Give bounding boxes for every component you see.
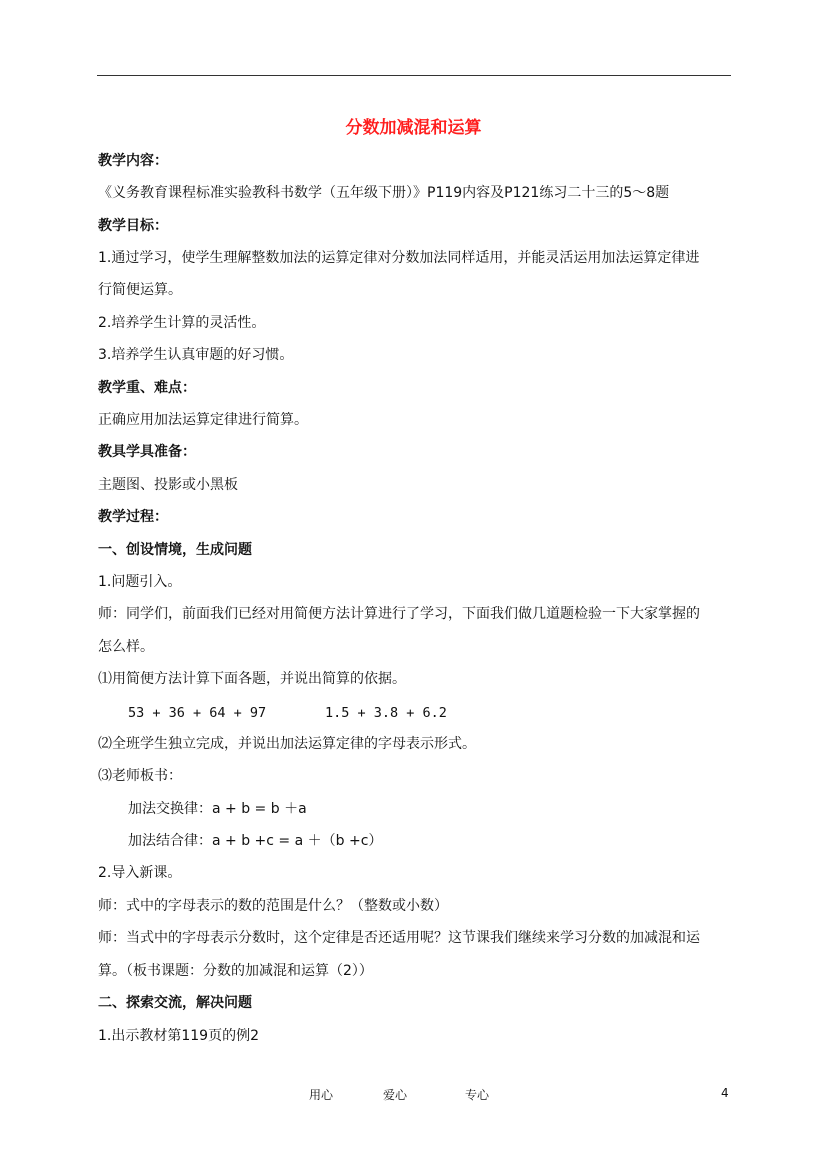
goal-1-line-a: 1.通过学习，使学生理解整数加法的运算定律对分数加法同样适用，并能灵活运用加法运算定律进 [98, 250, 700, 266]
goal-3: 3.培养学生认真审题的好习惯。 [98, 347, 294, 363]
part1-question-1: ⑴用简便方法计算下面各题，并说出简算的依据。 [98, 671, 406, 687]
teacher-question-1: 师：式中的字母表示的数的范围是什么？（整数或小数） [98, 898, 448, 914]
part1-heading: 一、创设情境，生成问题 [98, 542, 252, 558]
page-number: 4 [721, 1086, 729, 1100]
key-text: 正确应用加法运算定律进行简算。 [98, 412, 308, 428]
page-title: 分数加减混和运算 [345, 118, 482, 138]
law-commutative: 加法交换律：a + b = b ＋a [128, 801, 307, 817]
teacher-question-2-line-a: 师：当式中的字母表示分数时，这个定律是否还适用呢？这节课我们继续来学习分数的加减混和运 [98, 930, 700, 946]
footer-middle: 爱心 [383, 1088, 408, 1102]
part2-heading: 二、探索交流，解决问题 [98, 995, 252, 1011]
header-rule [97, 75, 731, 76]
process-heading: 教学过程： [98, 509, 168, 525]
part2-item-1: 1.出示教材第119页的例2 [98, 1028, 259, 1044]
footer-left: 用心 [309, 1088, 334, 1102]
teacher-question-2-line-b: 算。（板书课题：分数的加减混和运算（2）） [98, 963, 373, 979]
law-associative: 加法结合律：a + b +c = a ＋（b +c） [128, 833, 383, 849]
tools-text: 主题图、投影或小黑板 [98, 477, 238, 493]
goals-heading: 教学目标： [98, 218, 168, 234]
tools-heading: 教具学具准备： [98, 444, 196, 460]
part1-question-2: ⑵全班学生独立完成，并说出加法运算定律的字母表示形式。 [98, 736, 476, 752]
part1-item-1: 1.问题引入。 [98, 574, 182, 590]
part1-question-3: ⑶老师板书： [98, 768, 182, 784]
footer-right: 专心 [465, 1088, 490, 1102]
goal-1-line-b: 行简便运算。 [98, 282, 182, 298]
goal-2: 2.培养学生计算的灵活性。 [98, 315, 266, 331]
expression-1: 53 + 36 + 64 + 97 [128, 705, 267, 721]
part1-teacher-line-b: 怎么样。 [98, 639, 154, 655]
expression-2: 1.5 + 3.8 + 6.2 [325, 705, 447, 721]
content-heading: 教学内容： [98, 153, 168, 169]
key-heading: 教学重、难点： [98, 380, 196, 396]
content-text: 《义务教育课程标准实验教科书数学（五年级下册）》P119内容及P121练习二十三的5～8题 [98, 185, 670, 201]
part1-item-2: 2.导入新课。 [98, 865, 182, 881]
part1-teacher-line-a: 师：同学们，前面我们已经对用简便方法计算进行了学习，下面我们做几道题检验一下大家掌握的 [98, 606, 700, 622]
